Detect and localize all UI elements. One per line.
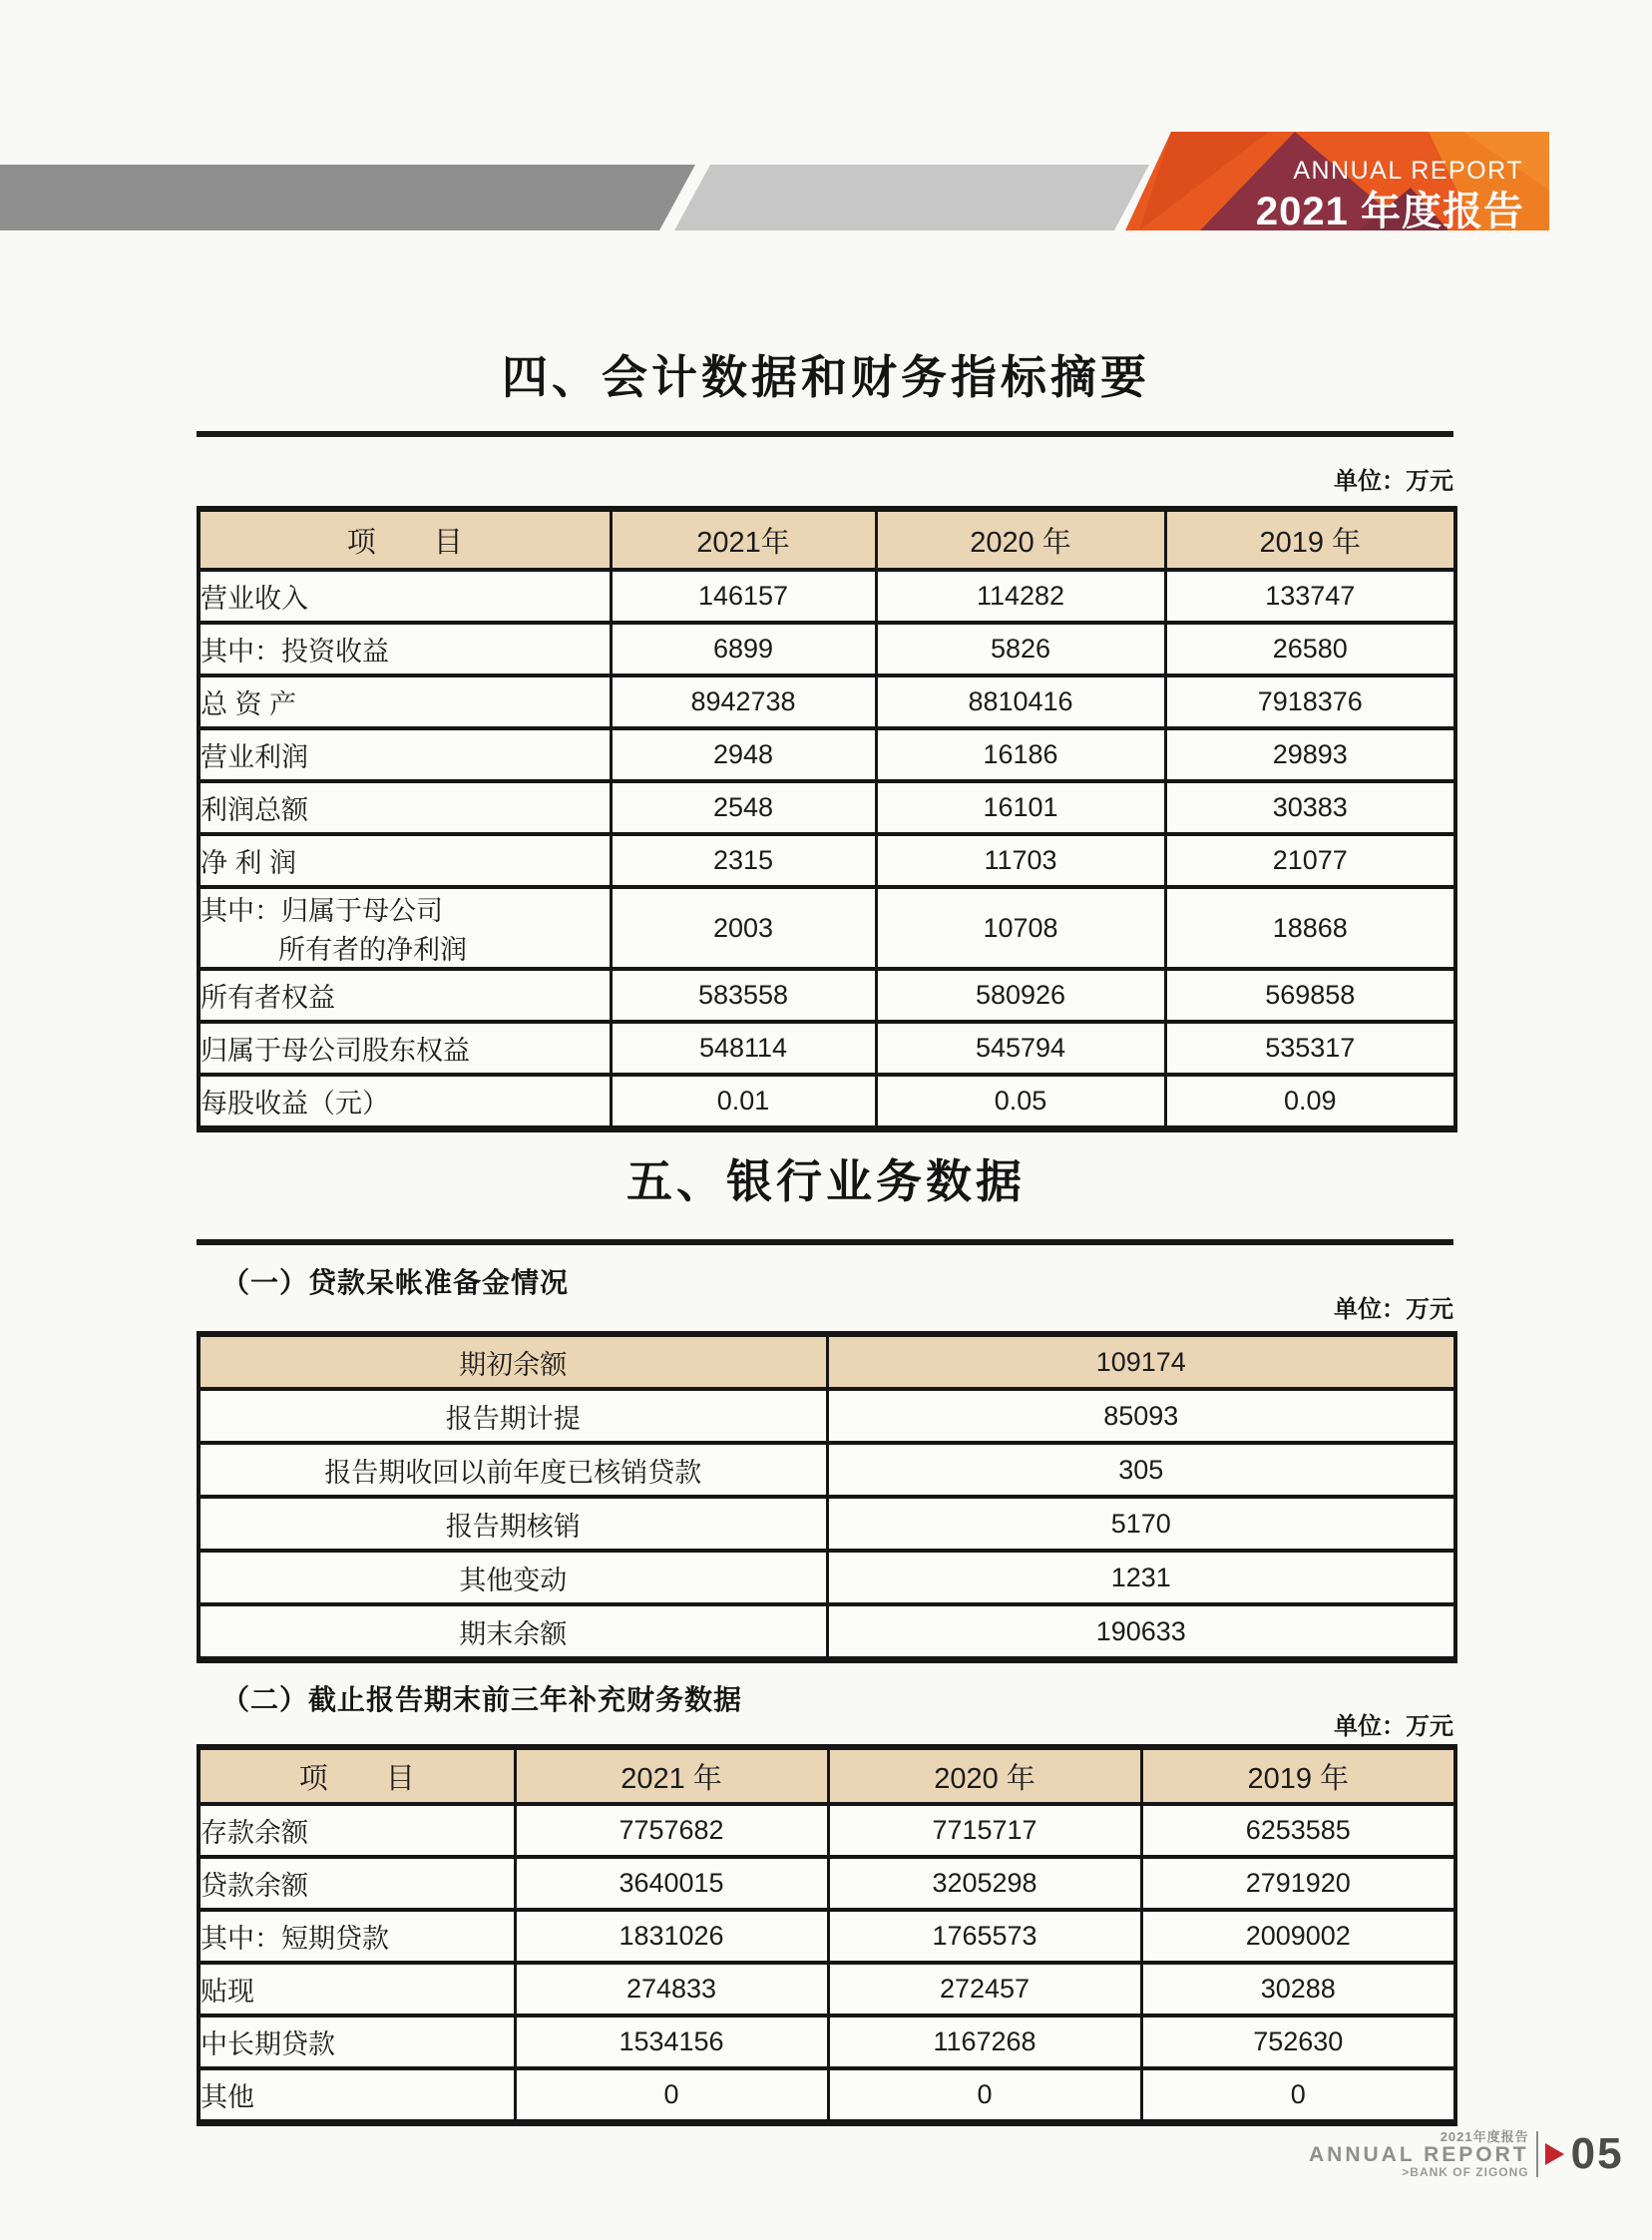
value-2021: 2548 [611,781,876,834]
section5-title-rule [197,1239,1453,1245]
row-label: 其中：投资收益 [199,623,611,675]
supplementary-financial-table [197,1744,1457,2126]
section4-title-rule [197,431,1453,437]
table-row [199,1334,1455,1389]
table-row [199,1963,1455,2016]
table-row [199,1497,1455,1551]
row-label: 贷款余额 [199,1857,515,1910]
header-cell-2019: 2019 年 [1165,509,1455,570]
value-2021: 0 [515,2068,828,2123]
row-label: 存款余额 [199,1804,515,1857]
financial-summary-table [197,506,1457,1132]
table-row [199,1443,1455,1497]
value-2019: 26580 [1165,623,1455,675]
section5-title: 五、银行业务数据 [626,1155,1026,1207]
table-row [199,1551,1455,1604]
value-2020: 5826 [876,623,1165,675]
table-row [199,969,1455,1022]
value-2020: 580926 [876,969,1165,1022]
row-label: 其中：短期贷款 [199,1910,515,1963]
value-2019: 535317 [1165,1022,1455,1075]
value-2020: 16186 [876,728,1165,781]
section4-title: 四、会计数据和财务指标摘要 [502,351,1150,403]
value-2019: 18868 [1165,887,1455,969]
value-2021: 1534156 [515,2016,828,2068]
row-label: 贴现 [199,1963,515,2016]
table-row [199,834,1455,887]
footer-divider [1536,2131,1538,2177]
value-2021: 2315 [611,834,876,887]
value-2021: 6899 [611,623,876,675]
table-row [199,1022,1455,1075]
header-cell-item: 项 目 [199,1747,515,1804]
row-value: 5170 [827,1497,1455,1551]
value-2020: 1765573 [828,1910,1141,1963]
value-2019: 752630 [1141,2016,1455,2068]
value-2020: 545794 [876,1022,1165,1075]
row-label: 归属于母公司股东权益 [199,1022,611,1075]
value-2020: 16101 [876,781,1165,834]
row-value: 1231 [827,1551,1455,1604]
row-label: 报告期计提 [199,1389,827,1443]
header-cell-2019: 2019 年 [1141,1747,1455,1804]
value-2021: 2948 [611,728,876,781]
value-2019: 0 [1141,2068,1455,2123]
value-2019: 133747 [1165,570,1455,623]
value-2019: 21077 [1165,834,1455,887]
table-row [199,728,1455,781]
value-2019: 0.09 [1165,1075,1455,1129]
table-header-row [199,509,1455,570]
value-2019: 569858 [1165,969,1455,1022]
orange-banner [1119,132,1549,230]
table-row [199,2016,1455,2068]
value-2021: 583558 [611,969,876,1022]
part2-unit-label: 单位：万元 [1334,1713,1453,1740]
table-header-row [199,1747,1455,1804]
loan-reserve-table [197,1331,1457,1663]
value-2021: 8942738 [611,675,876,728]
table-row [199,1910,1455,1963]
row-label [199,887,611,969]
part1-heading: （一）贷款呆帐准备金情况 [221,1267,570,1298]
table-row [199,1389,1455,1443]
row-label-line2: 所有者的净利润 [278,935,467,965]
row-label: 总 资 产 [199,675,611,728]
row-label: 营业利润 [199,728,611,781]
gray-bar-dark [0,165,698,230]
footer-year-title: 2021年度报告 [1440,2128,1529,2144]
banner-year-title-text: 2021 年度报告 [1255,190,1524,230]
value-2020: 8810416 [876,675,1165,728]
gray-bar-light [674,165,1151,230]
banner-annual-report-text: ANNUAL REPORT [1293,157,1523,185]
row-label: 期末余额 [199,1604,827,1660]
row-label: 报告期核销 [199,1497,827,1551]
header-cell-2021: 2021年 [611,509,876,570]
footer-text-block [1309,2130,1529,2178]
row-label: 其他变动 [199,1551,827,1604]
page-number: 05 [1570,2129,1624,2178]
footer-bank-name: >BANK OF ZIGONG [1402,2164,1529,2179]
value-2019: 7918376 [1165,675,1455,728]
value-2019: 30288 [1141,1963,1455,2016]
value-2021: 1831026 [515,1910,828,1963]
table-row [199,1804,1455,1857]
value-2020: 0.05 [876,1075,1165,1129]
value-2020: 11703 [876,834,1165,887]
row-label: 所有者权益 [199,969,611,1022]
value-2021: 7757682 [515,1804,828,1857]
table-row [199,675,1455,728]
header-cell-2020: 2020 年 [876,509,1165,570]
value-2021: 3640015 [515,1857,828,1910]
table-row [199,781,1455,834]
row-value: 85093 [827,1389,1455,1443]
value-2019: 29893 [1165,728,1455,781]
row-label: 利润总额 [199,781,611,834]
row-value: 190633 [827,1604,1455,1660]
value-2021: 2003 [611,887,876,969]
table-row [199,570,1455,623]
value-2021: 0.01 [611,1075,876,1129]
value-2020: 1167268 [828,2016,1141,2068]
table-row [199,1604,1455,1660]
part1-unit-label: 单位：万元 [1334,1296,1453,1323]
row-label: 其他 [199,2068,515,2123]
row-label: 中长期贷款 [199,2016,515,2068]
section4-unit-label: 单位：万元 [1334,468,1453,495]
header-cell-2021: 2021 年 [515,1747,828,1804]
value-2019: 30383 [1165,781,1455,834]
row-label-line1: 其中：归属于母公司 [201,896,443,926]
value-2020: 3205298 [828,1857,1141,1910]
table-row [199,2068,1455,2123]
value-2020: 10708 [876,887,1165,969]
value-2019: 2009002 [1141,1910,1455,1963]
footer-annual-report: ANNUAL REPORT [1309,2142,1529,2166]
value-2020: 114282 [876,570,1165,623]
page-marker-triangle-icon [1545,2143,1564,2165]
value-2019: 6253585 [1141,1804,1455,1857]
table-row [199,887,1455,969]
header-cell-2020: 2020 年 [828,1747,1141,1804]
table-row [199,1857,1455,1910]
row-label: 净 利 润 [199,834,611,887]
value-2021: 274833 [515,1963,828,2016]
row-value: 109174 [827,1334,1455,1389]
value-2020: 0 [828,2068,1141,2123]
row-label: 营业收入 [199,570,611,623]
value-2021: 548114 [611,1022,876,1075]
page-footer [1309,2129,1624,2179]
value-2020: 7715717 [828,1804,1141,1857]
value-2021: 146157 [611,570,876,623]
table-row [199,623,1455,675]
header-cell-item: 项 目 [199,509,611,570]
row-label: 报告期收回以前年度已核销贷款 [199,1443,827,1497]
row-label: 每股收益（元） [199,1075,611,1129]
row-label: 期初余额 [199,1334,827,1389]
part2-heading: （二）截止报告期末前三年补充财务数据 [221,1684,743,1715]
table-row [199,1075,1455,1129]
row-value: 305 [827,1443,1455,1497]
value-2019: 2791920 [1141,1857,1455,1910]
value-2020: 272457 [828,1963,1141,2016]
